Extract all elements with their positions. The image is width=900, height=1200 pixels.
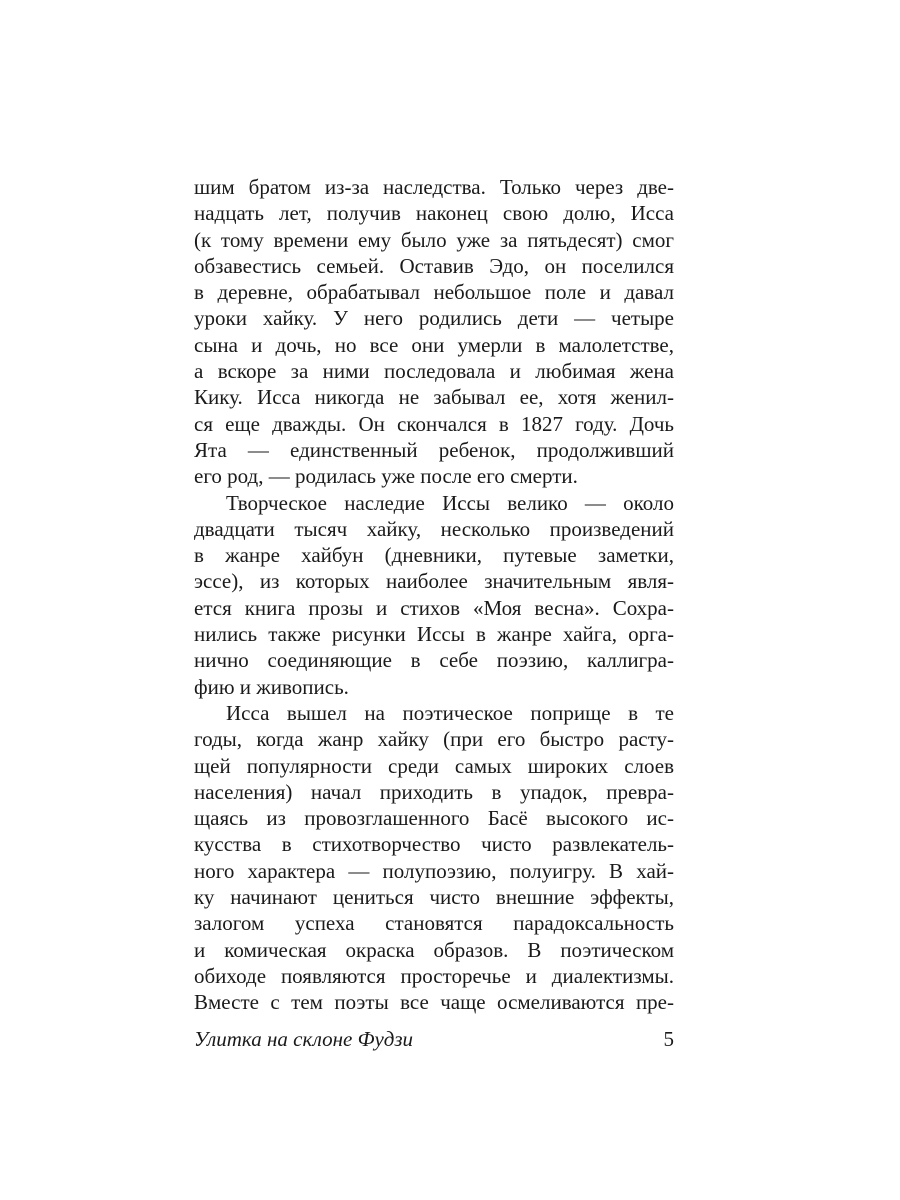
paragraph-2 <box>194 490 674 700</box>
text-line: Вместе с тем поэты все чаще осмеливаются пре- <box>194 990 674 1015</box>
text-line: Исса вышел на поэтическое поприще в те <box>226 700 674 725</box>
text-line: щей популярности среди самых широких слоев <box>194 753 674 778</box>
paragraph-1 <box>194 174 674 490</box>
text-line: фию и живопись. <box>194 674 349 699</box>
text-line: обиходе появляются просторечье и диалектизмы. <box>194 963 674 988</box>
text-line: его род, — родилась уже после его смерти. <box>194 464 578 489</box>
text-line: в жанре хайбун (дневники, путевые заметки, <box>194 543 674 568</box>
text-line: Кику. Исса никогда не забывал ее, хотя женил- <box>194 385 674 410</box>
page-number: 5 <box>663 1027 674 1051</box>
text-line: надцать лет, получив наконец свою долю, Исса <box>194 201 674 226</box>
text-line: Ята — единственный ребенок, продолживший <box>194 437 674 462</box>
text-line: кусства в стихотворчество чисто развлекатель- <box>194 832 674 857</box>
text-line: эссе), из которых наиболее значительным явля- <box>194 569 674 594</box>
text-line: нились также рисунки Иссы в жанре хайга, орга- <box>194 622 674 647</box>
text-line: нично соединяющие в себе поэзию, каллигра- <box>194 648 674 673</box>
text-line: годы, когда жанр хайку (при его быстро расту- <box>194 727 674 752</box>
text-line: ется книга прозы и стихов «Моя весна». Сохра- <box>194 595 674 620</box>
text-line: щаясь из провозглашенного Басё высокого ис- <box>194 806 674 831</box>
text-line: обзавестись семьей. Оставив Эдо, он поселился <box>194 253 674 278</box>
text-line: сына и дочь, но все они умерли в малолетстве, <box>194 332 674 357</box>
text-line: а вскоре за ними последовала и любимая жена <box>194 359 674 384</box>
text-line: населения) начал приходить в упадок, превра- <box>194 779 674 804</box>
page-footer <box>194 1026 674 1052</box>
text-line: ся еще дважды. Он скончался в 1827 году. Дочь <box>194 411 674 436</box>
paragraph-3 <box>194 700 674 1016</box>
text-line: двадцати тысяч хайку, несколько произведений <box>194 516 674 541</box>
text-line: залогом успеха становятся парадоксальность <box>194 911 674 936</box>
text-line: шим братом из-за наследства. Только через две- <box>194 175 674 199</box>
text-line: Творческое наследие Иссы велико — около <box>226 490 674 515</box>
running-title: Улитка на склоне Фудзи <box>194 1027 414 1051</box>
text-line: ку начинают цениться чисто внешние эффекты, <box>194 885 674 910</box>
text-line: ного характера — полупоэзию, полуигру. В хай- <box>194 858 674 883</box>
text-line: и комическая окраска образов. В поэтическом <box>194 937 674 962</box>
page-body-text <box>194 174 674 1016</box>
text-line: в деревне, обрабатывал небольшое поле и давал <box>194 280 674 305</box>
text-line: уроки хайку. У него родились дети — четыре <box>194 306 674 331</box>
text-line: (к тому времени ему было уже за пятьдесят) смог <box>194 227 674 252</box>
